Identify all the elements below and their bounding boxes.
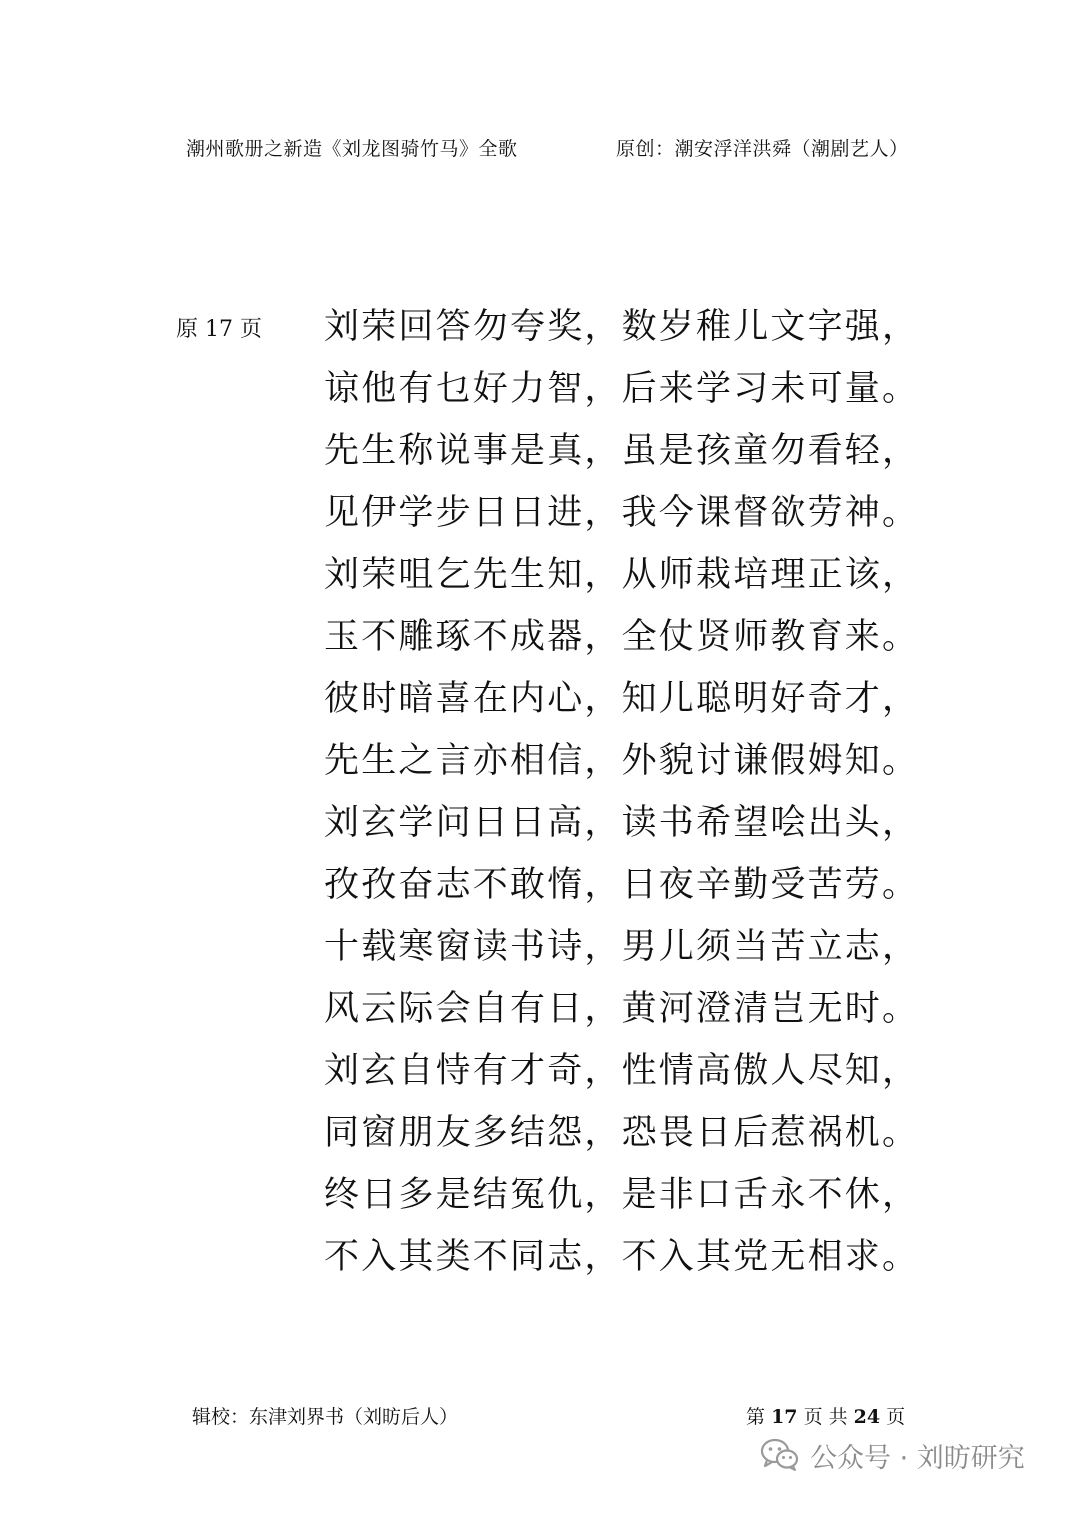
current-page: 17 xyxy=(771,1406,798,1428)
verse-line: 孜孜奋志不敢惰，日夜辛勤受苦劳。 xyxy=(324,865,920,905)
verse-line: 不入其类不同志，不入其党无相求。 xyxy=(324,1237,920,1277)
verse-line: 见伊学步日日进，我今课督欲劳神。 xyxy=(324,493,920,533)
verse-line: 刘玄学问日日高，读书希望哙出头， xyxy=(324,803,920,843)
page-word-suffix: 页 xyxy=(886,1406,906,1428)
verse-line: 十载寒窗读书诗，男儿须当苦立志， xyxy=(324,927,920,967)
footer-page-number xyxy=(746,1402,905,1429)
header-title: 潮州歌册之新造《刘龙图骑竹马》全歌 xyxy=(186,138,518,160)
verse-line: 终日多是结冤仇，是非口舌永不休， xyxy=(324,1175,920,1215)
verse-line: 彼时暗喜在内心，知儿聪明好奇才， xyxy=(324,679,920,719)
watermark-text: 公众号 · 刘昉研究 xyxy=(810,1442,1025,1474)
watermark xyxy=(760,1432,1025,1478)
verse-line: 刘玄自恃有才奇，性情高傲人尽知， xyxy=(324,1051,920,1091)
verse-line: 同窗朋友多结怨，恐畏日后惹祸机。 xyxy=(324,1113,920,1153)
verse-line: 先生称说事是真，虽是孩童勿看轻， xyxy=(324,431,920,471)
verse-line: 刘荣回答勿夸奖，数岁稚儿文字强， xyxy=(324,307,920,347)
page-word-prefix: 第 xyxy=(746,1406,766,1428)
verse-block xyxy=(324,296,924,1288)
verse-line: 先生之言亦相信，外貌讨谦假姆知。 xyxy=(324,741,920,781)
header-author: 原创：潮安浮洋洪舜（潮剧艺人） xyxy=(616,138,909,160)
verse-line: 刘荣咀乞先生知，从师栽培理正该， xyxy=(324,555,920,595)
verse-line: 风云际会自有日，黄河澄清岂无时。 xyxy=(324,989,920,1029)
verse-line: 谅他有乜好力智，后来学习未可量。 xyxy=(324,369,920,409)
wechat-icon xyxy=(760,1438,800,1472)
footer-editor: 辑校：东津刘界书（刘昉后人） xyxy=(192,1406,459,1428)
page-word-mid: 页 共 xyxy=(803,1406,848,1428)
verse-line: 玉不雕琢不成器，全仗贤师教育来。 xyxy=(324,617,920,657)
total-pages: 24 xyxy=(853,1406,881,1428)
original-page-marker: 原 17 页 xyxy=(176,317,262,342)
